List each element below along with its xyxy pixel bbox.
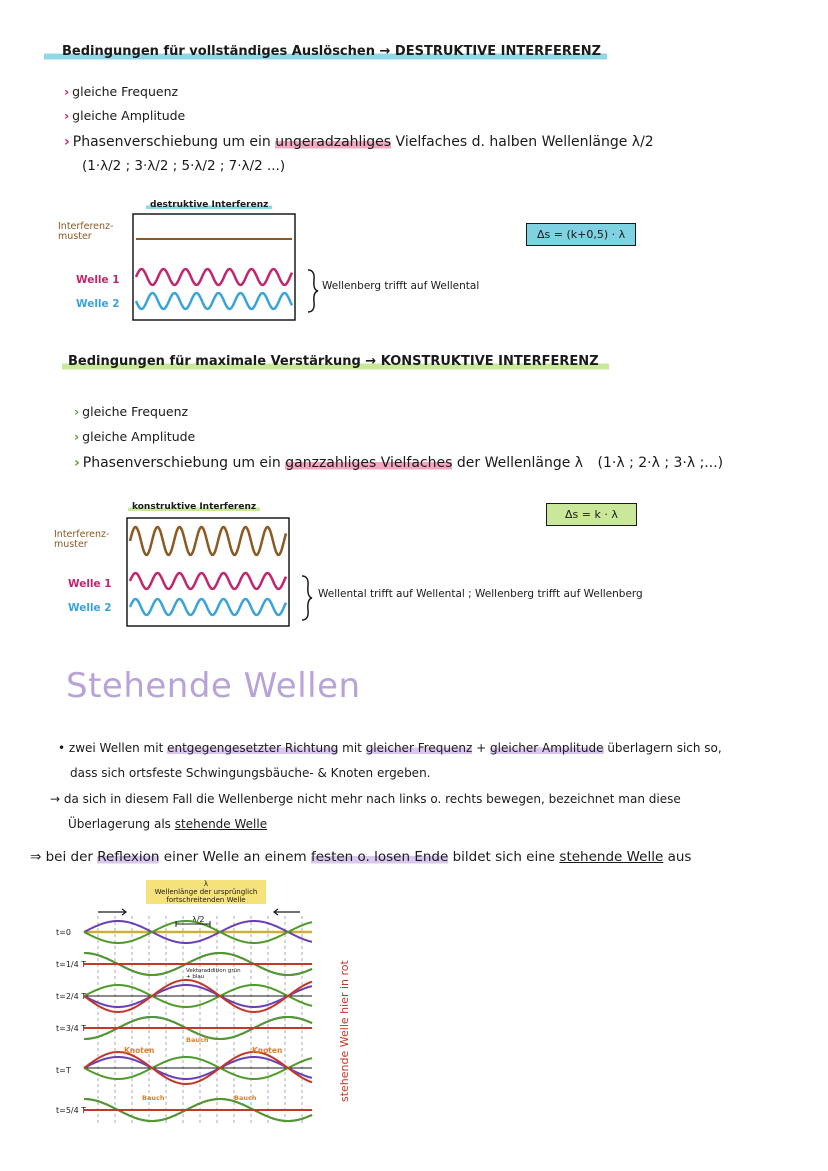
destructive-brace-text: Wellenberg trifft auf Wellental — [322, 280, 480, 292]
bauch-label-top: Bauch — [186, 1036, 209, 1044]
destructive-formula: Δs = (k+0,5) · λ — [526, 223, 636, 246]
constructive-bullet-phase: › Phasenverschiebung um ein ganzzahliges Vielfaches der Wellenlänge λ (1·λ ; 2·λ ; 3·λ ;...) — [74, 455, 724, 471]
arrow-icon: › — [64, 84, 70, 99]
constructive-brace-text: Wellental trifft auf Wellental ; Wellenberg trifft auf Wellenberg — [318, 588, 643, 600]
constructive-heading: Bedingungen für maximale Verstärkung → KONSTRUKTIVE INTERFERENZ — [62, 354, 609, 371]
arrow-icon: › — [74, 455, 80, 471]
standing-wave-figure — [78, 906, 318, 1128]
row-label-t5: t=5/4 T — [56, 1106, 87, 1115]
standing-conclusion: ⇒ bei der Reflexion einer Welle an einem festen o. losen Ende bildet sich eine stehende Welle aus — [30, 849, 692, 865]
figure-grid — [84, 916, 312, 1126]
constructive-bullet-frequency: › gleiche Frequenz — [74, 404, 189, 419]
row-label-t1: t=1/4 T — [56, 960, 87, 969]
wavelength-note: λ Wellenlänge der ursprünglich fortschreitenden Welle — [146, 880, 266, 904]
knoten-label-right: Knoten — [252, 1046, 283, 1055]
constructive-brace — [300, 574, 314, 622]
destructive-wave2-label: Welle 2 — [76, 298, 120, 310]
destructive-bullet-phase: › Phasenverschiebung um ein ungeradzahliges Vielfaches d. halben Wellenlänge λ/2 — [64, 134, 654, 150]
destructive-diagram — [132, 213, 296, 321]
destructive-diagram-title: destruktive Interferenz — [146, 200, 272, 210]
destructive-pattern-label: Interferenz-muster — [58, 221, 114, 242]
destructive-heading: Bedingungen für vollständiges Auslöschen → DESTRUKTIVE INTERFERENZ — [44, 44, 607, 61]
knoten-label-left: Knoten — [124, 1046, 155, 1055]
arrow-icon: › — [74, 404, 80, 419]
constructive-diagram — [126, 517, 290, 627]
constructive-pattern-label: Interferenz-muster — [54, 529, 110, 550]
arrow-icon: › — [64, 108, 70, 123]
standing-arrow-line1: → da sich in diesem Fall die Wellenberge nicht mehr nach links o. rechts bewegen, bezeichnet man diese — [50, 792, 681, 806]
pattern-curve — [130, 527, 286, 555]
constructive-wave1-label: Welle 1 — [68, 578, 112, 590]
standing-arrow-line2: Überlagerung als stehende Welle — [68, 817, 268, 831]
vector-note: Vektoraddition grün + blau — [186, 968, 241, 980]
wave1-curve — [130, 573, 286, 589]
standing-bullet-line2: dass sich ortsfeste Schwingungsbäuche- & Knoten ergeben. — [70, 766, 431, 780]
standing-waves-title: Stehende Wellen — [66, 666, 361, 706]
constructive-formula: Δs = k · λ — [546, 503, 637, 526]
destructive-bullet-amplitude: › gleiche Amplitude — [64, 108, 186, 123]
bauch-label-bottom-right: Bauch — [234, 1094, 257, 1102]
destructive-wave1-label: Welle 1 — [76, 274, 120, 286]
constructive-wave2-label: Welle 2 — [68, 602, 112, 614]
row-label-t0: t=0 — [56, 928, 71, 937]
row-label-t4: t=T — [56, 1066, 71, 1075]
half-wavelength-label: λ/2 — [192, 915, 205, 924]
standing-wave-side-label: stehende Welle hier in rot — [338, 960, 351, 1102]
constructive-bullet-amplitude: › gleiche Amplitude — [74, 429, 196, 444]
wave1-curve — [136, 269, 292, 285]
destructive-brace — [306, 268, 320, 314]
figure-waves — [84, 921, 312, 1121]
wave2-curve — [136, 293, 292, 309]
arrow-icon: › — [64, 134, 70, 150]
destructive-examples: (1·λ/2 ; 3·λ/2 ; 5·λ/2 ; 7·λ/2 ...) — [82, 158, 286, 174]
standing-bullet-line1: • zwei Wellen mit entgegengesetzter Richtung mit gleicher Frequenz + gleicher Amplitude überlagern sich so, — [58, 741, 722, 755]
bauch-label-bottom-left: Bauch — [142, 1094, 165, 1102]
row-label-t3: t=3/4 T — [56, 1024, 87, 1033]
destructive-bullet-frequency: › gleiche Frequenz — [64, 84, 179, 99]
arrow-icon: › — [74, 429, 80, 444]
constructive-diagram-title: konstruktive Interferenz — [128, 502, 260, 512]
wave2-curve — [130, 599, 286, 615]
row-label-t2: t=2/4 T — [56, 992, 87, 1001]
